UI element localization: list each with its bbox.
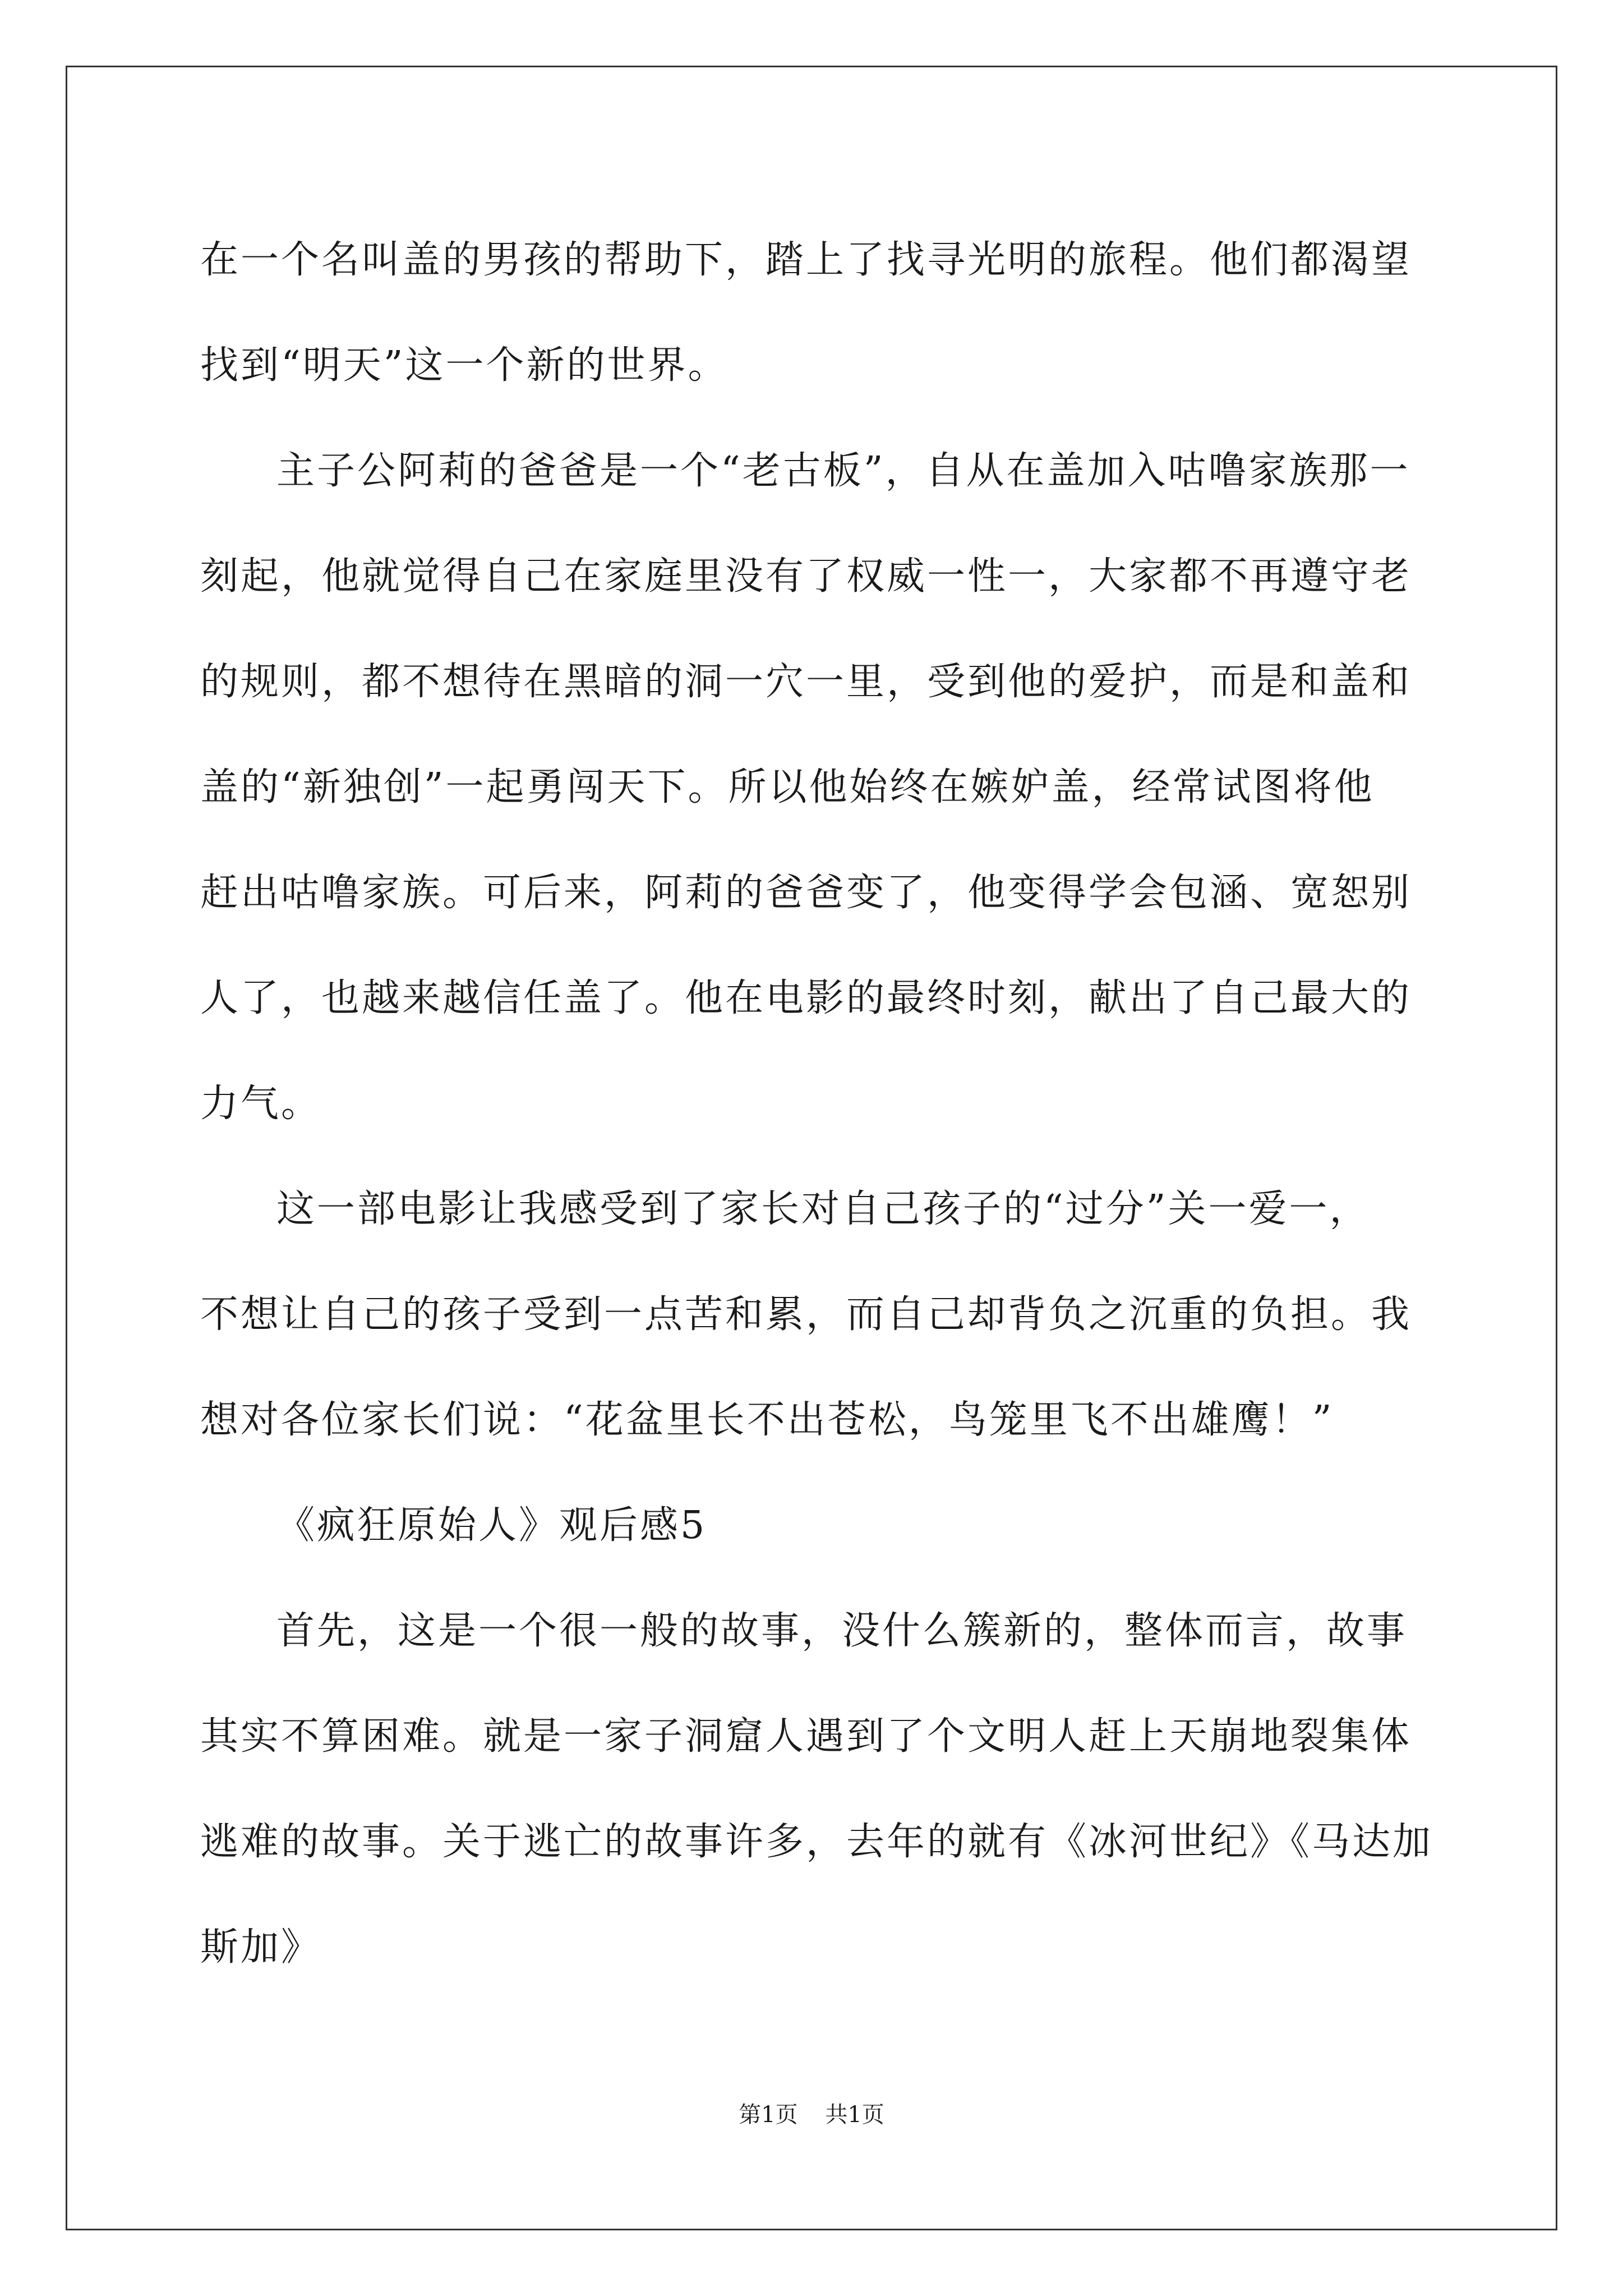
text-line: 赶出咕噜家族。可后来，阿莉的爸爸变了，他变得学会包涵、宽恕别 [200, 871, 1412, 915]
text-line: 不想让自己的孩子受到一点苦和累，而自己却背负之沉重的负担。我 [200, 1292, 1412, 1337]
document-body [200, 208, 1433, 2000]
text-line: 人了，也越来越信任盖了。他在电影的最终时刻，献出了自己最大的 [200, 976, 1412, 1020]
page-number: 第1页 [739, 2102, 798, 2128]
text-line [200, 1157, 1428, 1262]
text-line-content: 这一部电影让我感受到了家长对自己孩子的“过分”关一爱一， [276, 1187, 1370, 1231]
text-line: 其实不算困难。就是一家子洞窟人遇到了个文明人赶上天崩地裂集体 [200, 1714, 1412, 1759]
text-line-content: 《疯狂原始人》观后感5 [276, 1503, 707, 1548]
section-heading [200, 1473, 1428, 1579]
text-line: 在一个名叫盖的男孩的帮助下，踏上了找寻光明的旅程。他们都渴望 [200, 238, 1412, 282]
text-line: 斯加》 [200, 1925, 322, 1970]
text-line: 想对各位家长们说：“花盆里长不出苍松，鸟笼里飞不出雄鹰！” [200, 1398, 1334, 1442]
text-line-content: 主子公阿莉的爸爸是一个“老古板”，自从在盖加入咕噜家族那一 [276, 449, 1410, 493]
text-line: 盖的“新独创”一起勇闯天下。所以他始终在嫉妒盖，经常试图将他 [200, 765, 1375, 809]
text-line: 找到“明天”这一个新的世界。 [200, 343, 728, 388]
text-line: 力气。 [200, 1082, 322, 1126]
paragraph [200, 418, 1428, 1157]
paragraph [200, 1157, 1428, 1473]
text-line-content: 首先，这是一个很一般的故事，没什么簇新的，整体而言，故事 [276, 1609, 1408, 1653]
text-line [200, 1473, 1428, 1579]
text-line: 刻起，他就觉得自己在家庭里没有了权威一性一，大家都不再遵守老 [200, 554, 1412, 599]
text-line [200, 1579, 1428, 1684]
text-line: 的规则，都不想待在黑暗的洞一穴一里，受到他的爱护，而是和盖和 [200, 660, 1412, 704]
paragraph [200, 1579, 1433, 2000]
text-line: 逃难的故事。关于逃亡的故事许多，去年的就有《冰河世纪》《马达加 [200, 1820, 1433, 1864]
paragraph [200, 208, 1428, 418]
text-line [200, 418, 1428, 524]
page-footer [0, 2097, 1623, 2129]
page-total: 共1页 [825, 2102, 884, 2128]
